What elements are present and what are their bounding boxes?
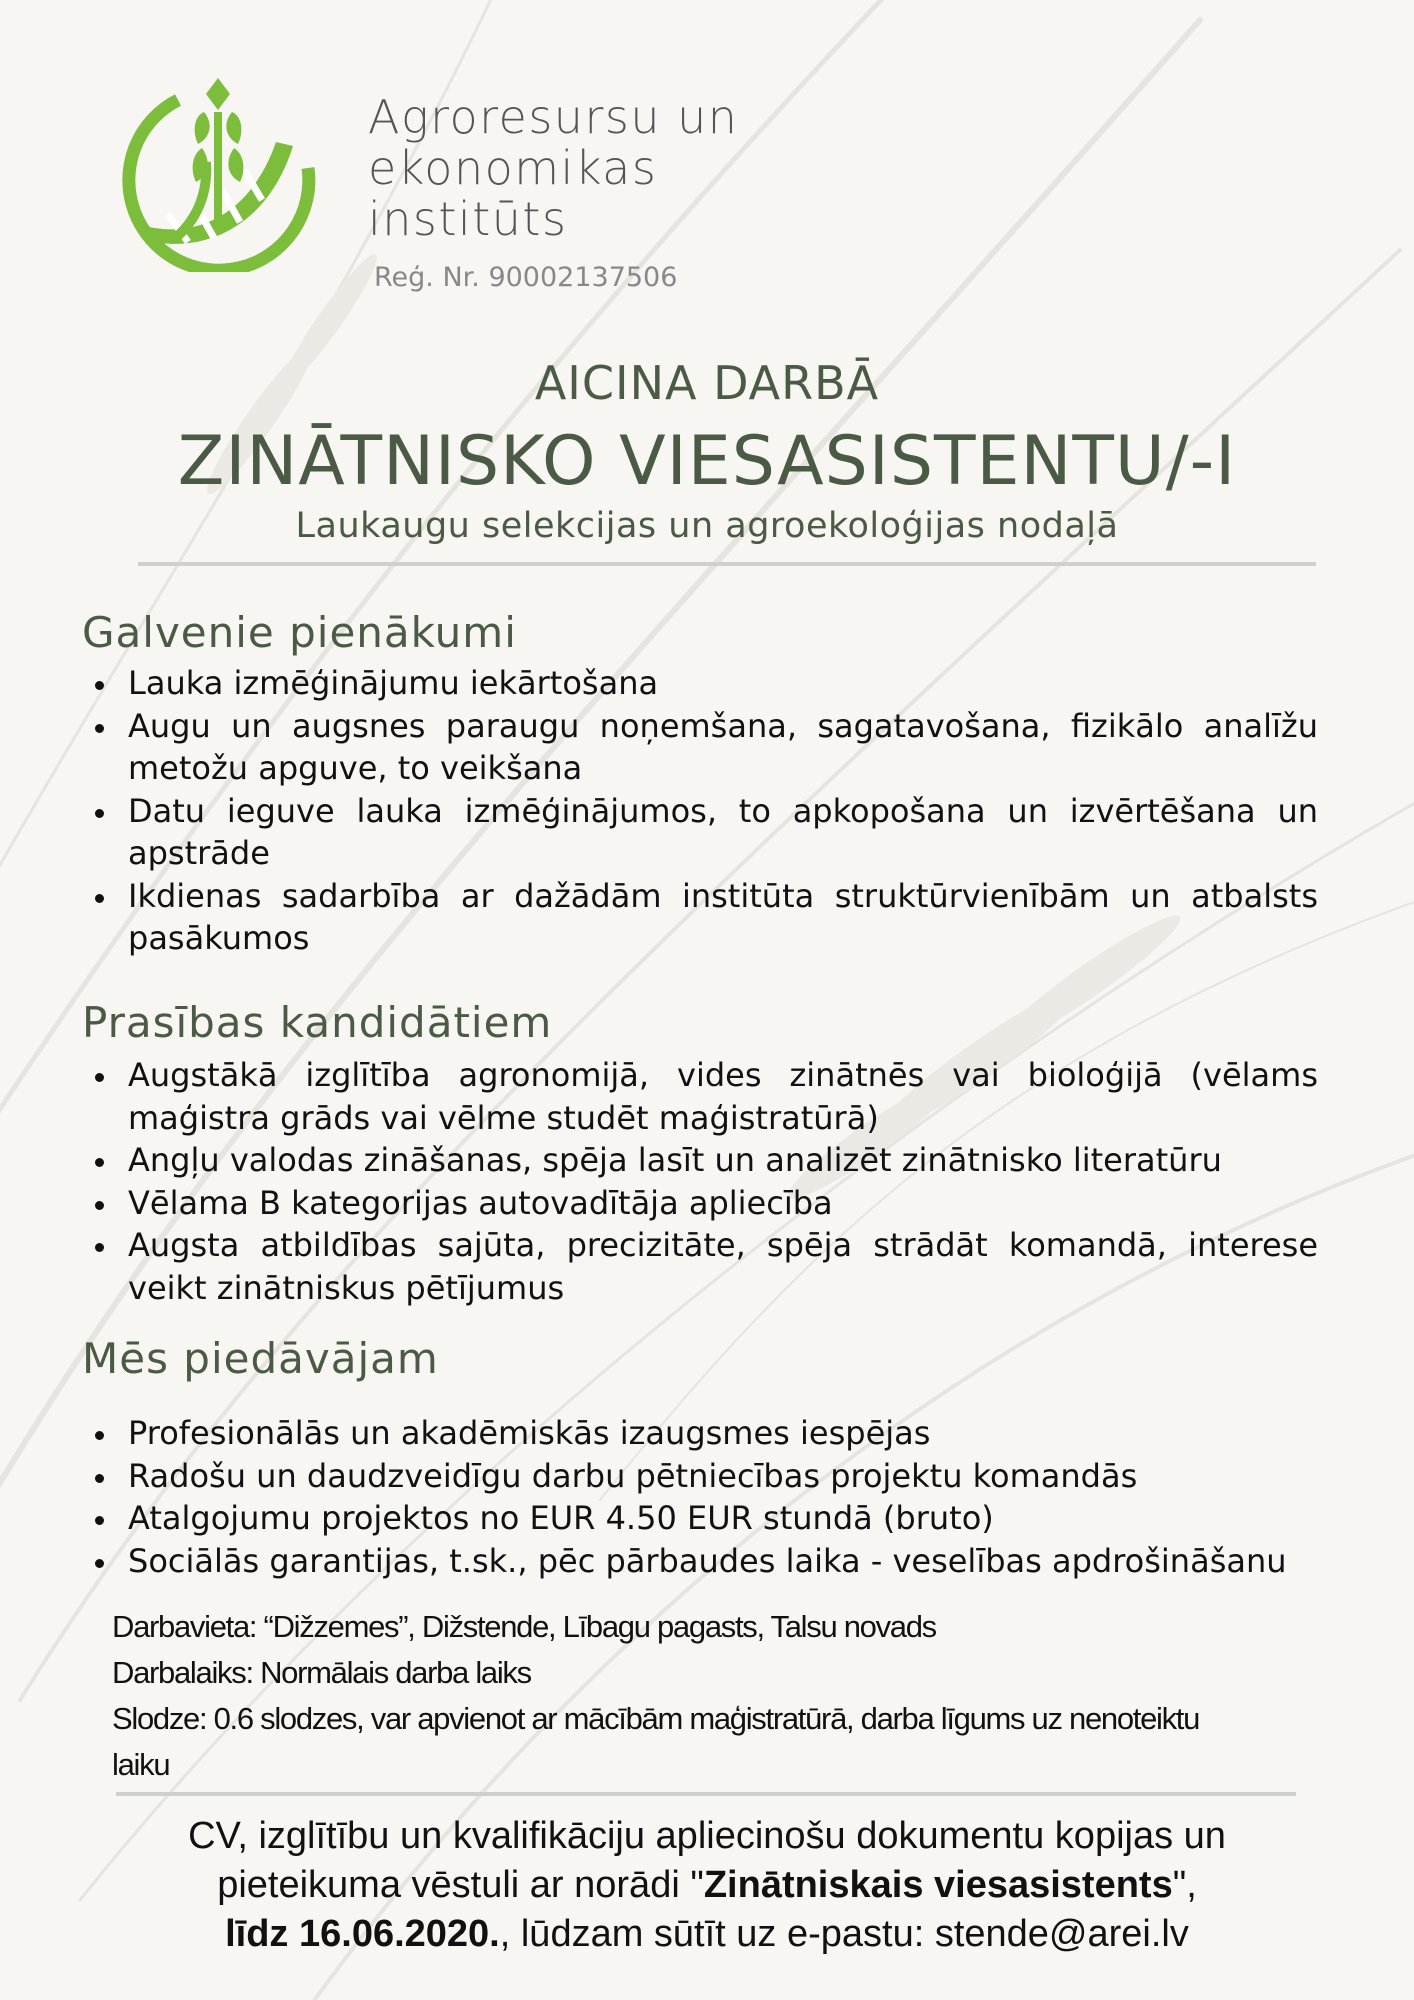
cta-deadline: līdz 16.06.2020. xyxy=(225,1913,500,1955)
institute-name-line: institūts xyxy=(368,192,568,246)
requirements-list xyxy=(90,1054,1318,1309)
institute-logo xyxy=(118,72,318,272)
application-instructions xyxy=(0,1812,1414,1959)
position-title: ZINĀTNISKO VIESASISTENTU/-I xyxy=(177,422,1237,501)
list-item: Atalgojumu projektos no EUR 4.50 EUR stundā (bruto) xyxy=(90,1497,1318,1540)
duties-list xyxy=(90,662,1318,960)
load-text: Slodze: 0.6 slodzes, var apvienot ar mācībām maģistratūrā, darba līgums uz nenoteiktu laiku xyxy=(112,1701,1200,1782)
cta-position-name: Zinātniskais viesasistents xyxy=(703,1864,1173,1906)
list-item: Radošu un daudzveidīgu darbu pētniecības projektu komandās xyxy=(90,1455,1318,1498)
hours-text: Darbalaiks: Normālais darba laiks xyxy=(112,1655,531,1690)
section-title-offer: Mēs piedāvājam xyxy=(82,1334,439,1383)
list-item: Vēlama B kategorijas autovadītāja apliecība xyxy=(90,1182,1318,1225)
list-item: Augstākā izglītība agronomijā, vides zinātnēs vai bioloģijā (vēlams maģistra grāds vai vēlme studēt maģistratūrā) xyxy=(90,1054,1318,1139)
cta-line: CV, izglītību un kvalifikāciju apliecinošu dokumentu kopijas un xyxy=(188,1815,1226,1857)
offer-list xyxy=(90,1412,1318,1582)
cta-text: pieteikuma vēstuli ar norādi " xyxy=(217,1864,704,1906)
list-item: Augu un augsnes paraugu noņemšana, sagatavošana, fizikālo analīžu metožu apguve, to veikšana xyxy=(90,705,1318,790)
list-item: Profesionālās un akadēmiskās izaugsmes iespējas xyxy=(90,1412,1318,1455)
section-title-duties: Galvenie pienākumi xyxy=(82,608,517,657)
workplace-text: Darbavieta: “Dižzemes”, Dižstende, Lībagu pagasts, Talsu novads xyxy=(112,1609,936,1644)
list-item: Datu ieguve lauka izmēģinājumos, to apkopošana un izvērtēšana un apstrāde xyxy=(90,790,1318,875)
invite-heading: AICINA DARBĀ xyxy=(534,356,880,410)
institute-name-line: Agroresursu un xyxy=(368,90,739,144)
divider xyxy=(138,562,1316,566)
list-item: Angļu valodas zināšanas, spēja lasīt un analizēt zinātnisko literatūru xyxy=(90,1139,1318,1182)
job-details xyxy=(112,1604,1232,1788)
cta-text: ", xyxy=(1172,1864,1197,1906)
list-item: Augsta atbildības sajūta, precizitāte, spēja strādāt komandā, interese veikt zinātniskus pētījumus xyxy=(90,1224,1318,1309)
list-item: Ikdienas sadarbība ar dažādām institūta struktūrvienībām un atbalsts pasākumos xyxy=(90,875,1318,960)
institute-name xyxy=(368,92,738,245)
section-title-requirements: Prasības kandidātiem xyxy=(82,998,553,1047)
list-item: Sociālās garantijas, t.sk., pēc pārbaudes laika - veselības apdrošināšanu xyxy=(90,1540,1318,1583)
cta-line xyxy=(0,1910,1414,1959)
cta-email-text: , lūdzam sūtīt uz e-pastu: stende@arei.lv xyxy=(499,1913,1189,1955)
institute-name-line: ekonomikas xyxy=(368,141,658,195)
registration-number: Reģ. Nr. 90002137506 xyxy=(374,262,678,293)
divider xyxy=(116,1792,1296,1796)
list-item: Lauka izmēģinājumu iekārtošana xyxy=(90,662,1318,705)
cta-line xyxy=(0,1861,1414,1910)
department-subtitle: Laukaugu selekcijas un agroekoloģijas nodaļā xyxy=(295,506,1119,546)
